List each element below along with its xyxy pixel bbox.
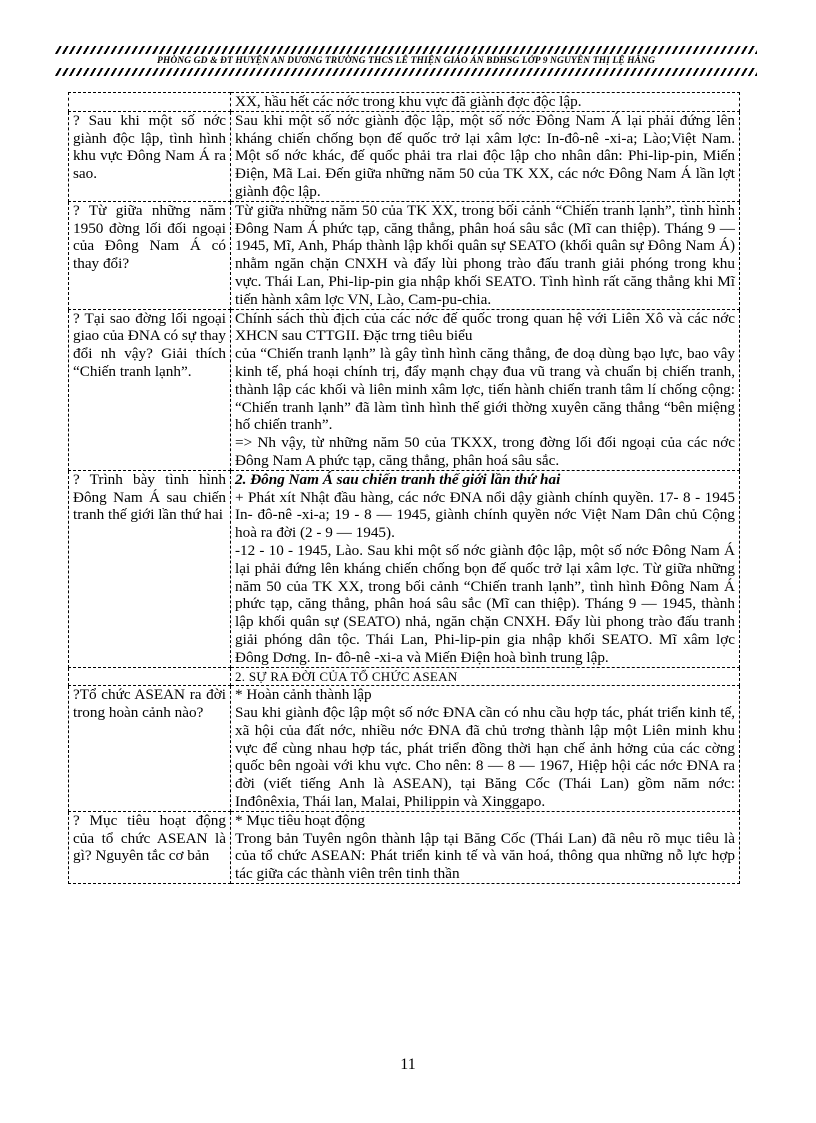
answer-cell — [231, 667, 740, 686]
answer-paragraph: -12 - 10 - 1945, Lào. Sau khi một số nớc giành độc lập, một số nớc Đông Nam Á lại phải đứng lên kháng chiến chống bọn đế quốc trở lại xâm lợc. Từ giữa những năm 50 của TK XX, trong bối cảnh “Chiến tranh lạnh”, tình hình Đông Nam Á phức tạp, căng thẳng, phân hoá sâu sắc (Mĩ can thiệp). Tháng 9 — 1945, thành lập khối quân sự (SEATO) nhả, ngăn chặn CNXH. Đẩy lùi phong trào đấu tranh giải phóng dân tộc. Thái Lan, Phi-lip-pin gia nhập khối SEATO. Mĩ xâm lợc Đông Dơng. In- đô-nê -xi-a và Miến Điện hoà bình trung lập. — [235, 541, 735, 666]
table-row — [69, 470, 740, 667]
question-cell: ?Tổ chức ASEAN ra đời trong hoàn cảnh nào? — [69, 686, 231, 812]
page-header — [55, 46, 757, 76]
table-row — [69, 93, 740, 112]
header-border-top — [55, 46, 757, 54]
answer-paragraph: Trong bản Tuyên ngôn thành lập tại Băng Cốc (Thái Lan) đã nêu rõ mục tiêu là của tổ chức ASEAN: Phát triển kinh tế và văn hoá, thông qua những nỗ lực hợp tác giữa các thành viên trên tinh thần — [235, 829, 735, 883]
answer-cell — [231, 201, 740, 309]
header-text: PHÒNG GD & ĐT HUYỆN AN DƯƠNG TRƯỜNG THCS LÊ THIỆN GIÁO ÁN BDHSG LỚP 9 NGUYỄN THỊ LỆ HẰNG — [156, 56, 656, 66]
answer-cell — [231, 93, 740, 112]
answer-paragraph: + Phát xít Nhật đầu hàng, các nớc ĐNA nổi dậy giành chính quyền. 17- 8 - 1945 In- đô-nê -xi-a; 19 - 8 — 1945, giành chính quyền nớc Việt Nam Dân chủ Cộng hoà ra đời (2 - 9 — 1945). — [235, 488, 735, 542]
question-cell: ? Sau khi một số nớc giành độc lập, tình hình khu vực Đông Nam Á ra sao. — [69, 111, 231, 201]
answer-cell — [231, 309, 740, 470]
table-row — [69, 201, 740, 309]
answer-paragraph: Sau khi một số nớc giành độc lập, một số nớc Đông Nam Á lại phải đứng lên kháng chiến chống bọn đế quốc trở lại xâm lợc: In-đô-nê -xi-a; Lào;Việt Nam. Một số nớc khác, đế quốc phải tra rlai độc lập cho nhân dân: Phi-lip-pin, Miến Điện, Mã Lai. Đến giữa những năm 50 của TK XX, các nớc Đông Nam Á lần lợt giành độc lập. — [235, 111, 735, 200]
page-number: 11 — [400, 1056, 416, 1073]
question-cell — [69, 667, 231, 686]
table-row — [69, 811, 740, 883]
question-cell: ? Từ giữa những năm 1950 đờng lối đối ngoại của Đông Nam Á có thay đổi? — [69, 201, 231, 309]
table-row — [69, 309, 740, 470]
question-cell — [69, 93, 231, 112]
table-row — [69, 667, 740, 686]
answer-cell — [231, 470, 740, 667]
lesson-table — [68, 92, 740, 884]
table-row — [69, 686, 740, 812]
answer-cell — [231, 811, 740, 883]
answer-paragraph: Sau khi giành độc lập một số nớc ĐNA cần có nhu cầu hợp tác, phát triển kinh tế, xã hội của đất nớc, nhiều nớc ĐNA đã chủ trơng thành lập một Liên minh khu vực để cùng nhau hợp tác, phát triển đồng thời hạn chế ảnh hởng của các cờng quốc bên ngoài với khu vực. Cho nên: 8 — 8 — 1967, Hiệp hội các nớc ĐNA ra đời (viết tiếng Anh là ASEAN), tại Băng Cốc (Thái Lan) gồm năm nớc: Inđônêxia, Thái lan, Malai, Philippin và Xinggapo. — [235, 704, 735, 811]
section-title: 2. SỰ RA ĐỜI CỦA TỔ CHỨC ASEAN — [235, 668, 458, 684]
answer-paragraph: => Nh vậy, từ những năm 50 của TKXX, trong đờng lối đối ngoại của các nớc Đông Nam A phức tạp, căng thẳng, phân hoá sâu sắc. — [235, 434, 735, 469]
header-border-bottom — [55, 68, 757, 76]
answer-cell — [231, 686, 740, 812]
answer-cell — [231, 111, 740, 201]
answer-subheading: * Mục tiêu hoạt động — [235, 811, 365, 829]
question-cell: ? Mục tiêu hoạt động của tổ chức ASEAN là gì? Nguyên tắc cơ bản — [69, 811, 231, 883]
table-row — [69, 111, 740, 201]
section-title: 2. Đông Nam Á sau chiến tranh thế giới lần thứ hai — [235, 470, 561, 488]
answer-paragraph: của “Chiến tranh lạnh” là gây tình hình căng thẳng, đe doạ dùng bạo lực, bao vây kinh tế, phá hoại chính trị, đẩy mạnh chạy đua vũ trang và chuẩn bị chiến tranh, thành lập các khối và liên minh xâm lợc, tiến hành chiến tranh tâm lí chống cộng: “Chiến tranh lạnh” đã làm tình hình thế giới thờng xuyên căng thẳng “bên miệng hố chiến tranh”. — [235, 345, 735, 434]
question-cell: ? Trình bày tình hình Đông Nam Á sau chiến tranh thế giới lần thứ hai — [69, 470, 231, 667]
question-cell: ? Tại sao đờng lối ngoại giao của ĐNA có sự thay đổi nh vậy? Giải thích “Chiến tranh lạnh”. — [69, 309, 231, 470]
answer-paragraph: XX, hầu hết các nớc trong khu vực đã giành đợc độc lập. — [235, 93, 582, 110]
answer-paragraph: Chính sách thù địch của các nớc đế quốc trong quan hệ với Liên Xô và các nớc XHCN sau CTTGII. Đặc trng tiêu biểu — [235, 309, 735, 345]
answer-subheading: * Hoàn cảnh thành lập — [235, 686, 372, 704]
answer-paragraph: Từ giữa những năm 50 của TK XX, trong bối cảnh “Chiến tranh lạnh”, tình hình Đông Nam Á phức tạp, căng thẳng, phân hoá sâu sắc (Mĩ can thiệp). Tháng 9 — 1945, Mĩ, Anh, Pháp thành lập khối quân sự SEATO (khối quân sự Đông Nam Á) nhằm ngăn chặn CNXH và đẩy lùi phong trào đấu tranh giải phóng trong khu vực. Thái Lan, Phi-lip-pin gia nhập khối SEATO. Tình hình rất căng thẳng khi Mĩ tiến hành xâm lợc VN, Lào, Cam-pu-chia. — [235, 201, 735, 308]
